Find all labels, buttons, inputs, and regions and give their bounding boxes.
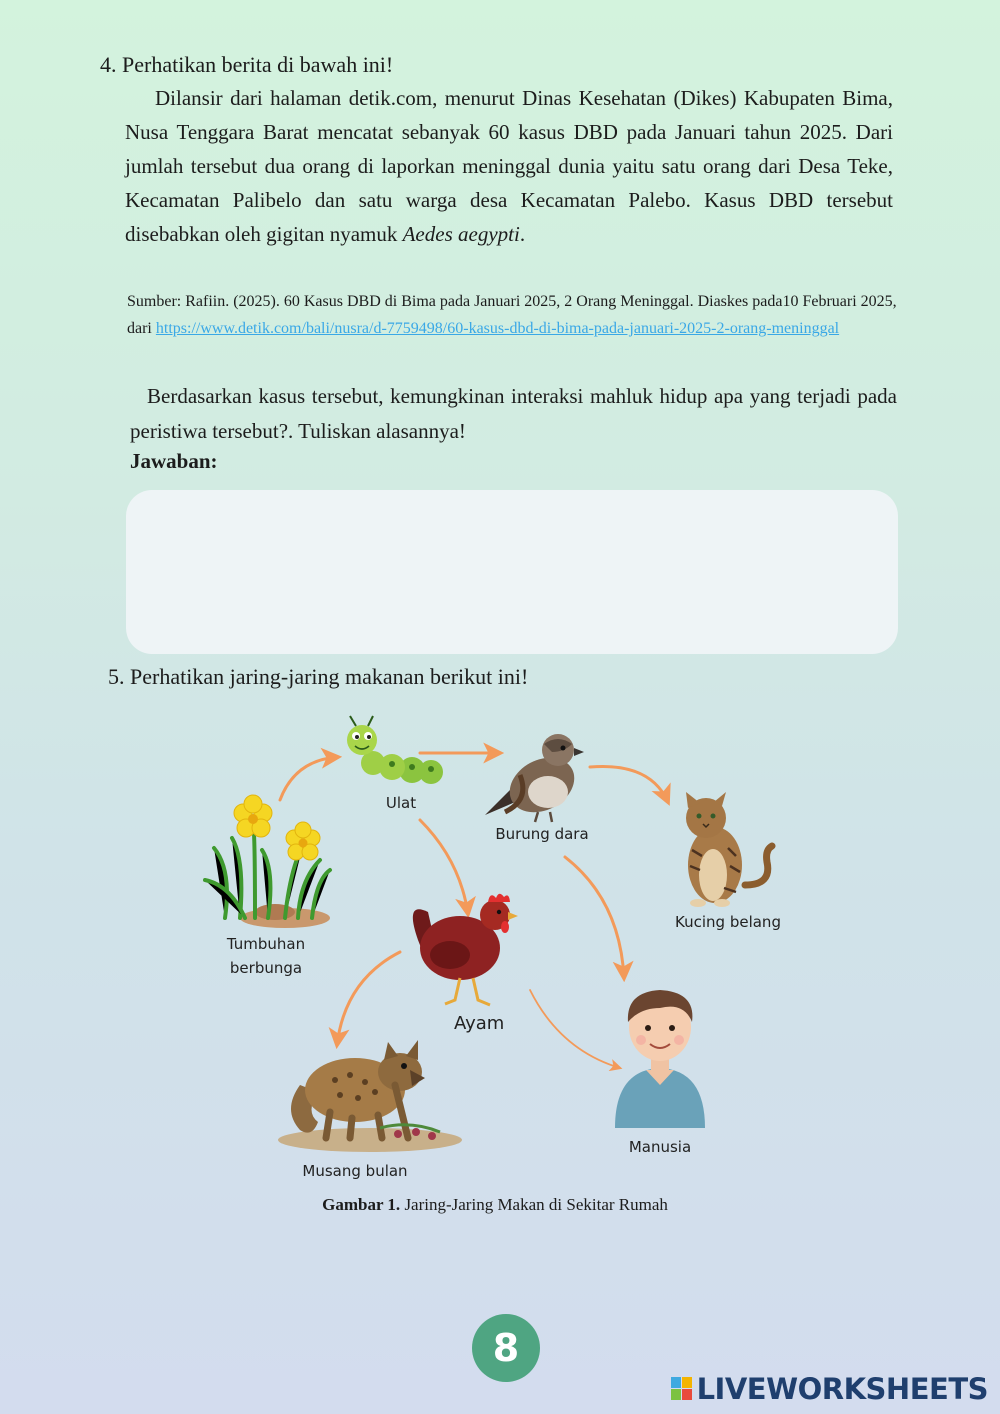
arrow-burung-kucing bbox=[590, 766, 668, 802]
label-ayam: Ayam bbox=[454, 1013, 505, 1034]
caterpillar-icon bbox=[347, 716, 443, 784]
source-link[interactable]: https://www.detik.com/bali/nusra/d-7759498/60-kasus-dbd-di-bima-pada-januari-2025-2-orang-meninggal bbox=[155, 320, 840, 337]
civet-icon bbox=[278, 1040, 462, 1152]
label-musang-bulan: Musang bulan bbox=[302, 1162, 408, 1180]
human-icon bbox=[615, 990, 705, 1128]
caption-text: Jaring-Jaring Makan di Sekitar Rumah bbox=[400, 1195, 668, 1214]
question-number: 4. bbox=[100, 52, 117, 77]
bird-icon bbox=[485, 734, 584, 823]
question-prompt: Perhatikan jaring-jaring makanan berikut ini! bbox=[130, 664, 529, 689]
arrow-ulat-ayam bbox=[420, 820, 468, 914]
page-number-badge: 8 bbox=[472, 1314, 540, 1382]
flower-plant-icon bbox=[205, 795, 330, 928]
caption-bold: Gambar 1. bbox=[322, 1195, 401, 1214]
arrow-burung-manusia bbox=[565, 857, 624, 978]
label-kucing-belang: Kucing belang bbox=[675, 913, 781, 931]
cat-icon bbox=[686, 792, 772, 907]
label-tumbuhan: Tumbuhan bbox=[226, 935, 306, 953]
chicken-icon bbox=[413, 894, 518, 1005]
news-end: . bbox=[519, 222, 526, 246]
source-text: Sumber: Rafiin. (2025). 60 Kasus DBD di Bima pada Januari 2025, 2 Orang Meninggal. Diaskes pada10 Februari 2025, dari bbox=[127, 293, 897, 337]
label-manusia: Manusia bbox=[628, 1138, 692, 1156]
label-berbunga: berbunga bbox=[229, 959, 303, 977]
brand-name: LIVEWORKSHEETS bbox=[696, 1372, 988, 1406]
label-ulat: Ulat bbox=[385, 794, 417, 812]
liveworksheets-brand bbox=[671, 1372, 988, 1406]
news-text: Dilansir dari halaman detik.com, menurut Dinas Kesehatan (Dikes) Kabupaten Bima, Nusa Tenggara Barat mencatat sebanyak 60 kasus DBD pada Januari tahun 2025. Dari jumlah tersebut dua orang di laporkan meninggal dunia yaitu satu orang dari Desa Teke, Kecamatan Palibelo dan satu warga desa Kecamatan Palebo. Kasus DBD tersebut disebabkan oleh gigitan nyamuk bbox=[125, 86, 893, 246]
arrow-ayam-manusia bbox=[530, 990, 620, 1068]
figure-caption bbox=[0, 1195, 990, 1215]
question-number: 5. bbox=[108, 664, 125, 689]
question-prompt: Perhatikan berita di bawah ini! bbox=[122, 52, 394, 77]
label-burung-dara: Burung dara bbox=[495, 825, 589, 843]
liveworksheets-logo-icon bbox=[671, 1377, 693, 1401]
answer-label: Jawaban: bbox=[130, 449, 218, 473]
species-name: Aedes aegypti bbox=[402, 222, 520, 246]
arrow-ayam-musang bbox=[337, 952, 400, 1045]
question-text: Berdasarkan kasus tersebut, kemungkinan interaksi mahluk hidup apa yang terjadi pada peristiwa tersebut?. Tuliskan alasannya! bbox=[130, 384, 897, 443]
arrow-tumbuhan-ulat bbox=[280, 757, 338, 800]
